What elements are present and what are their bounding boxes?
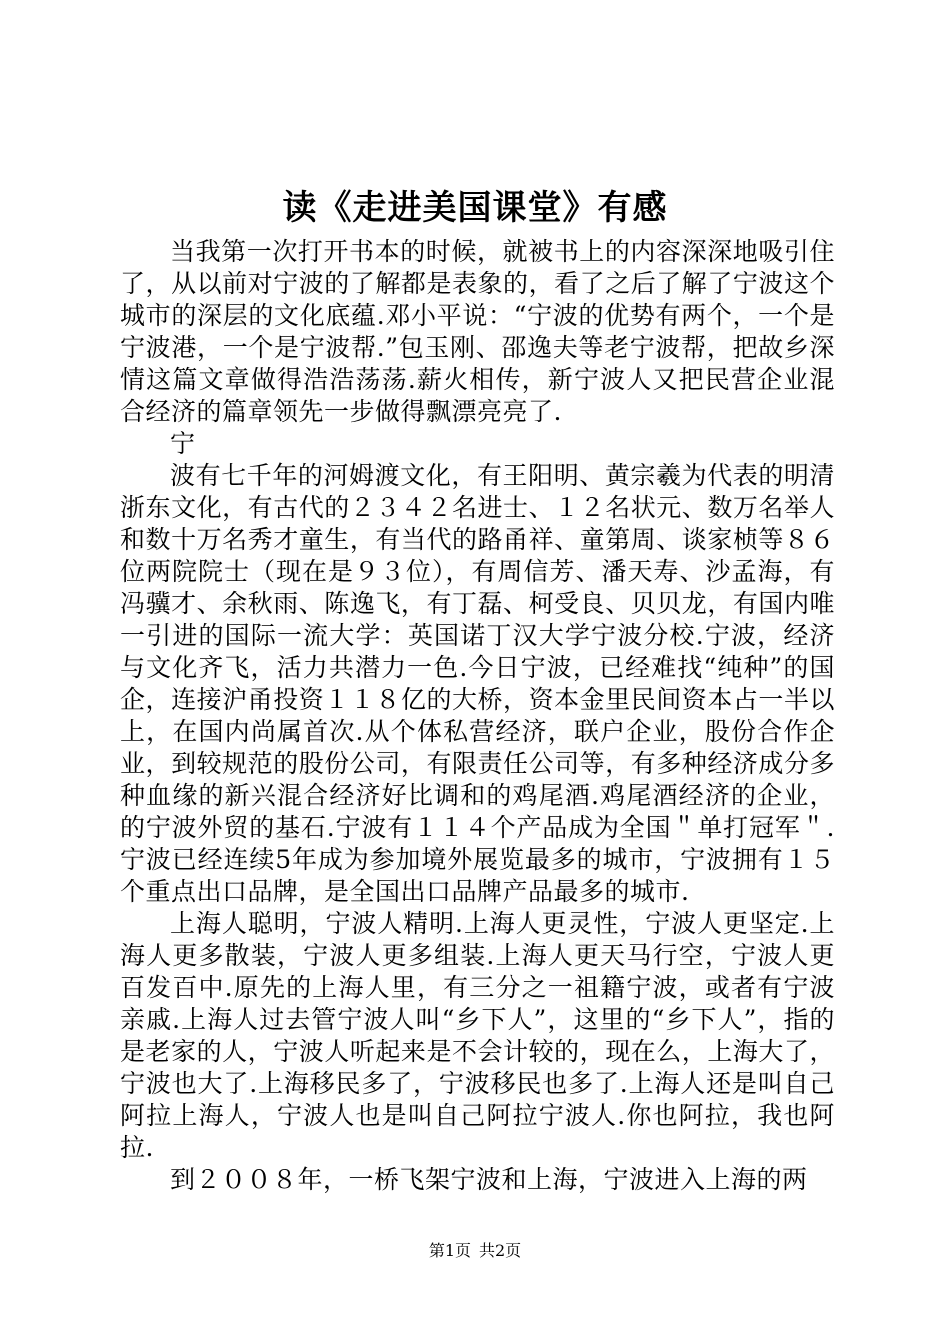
- page-footer: [0, 1240, 950, 1262]
- paragraph: 到２００８年，一桥飞架宁波和上海，宁波进入上海的两: [170, 1165, 808, 1194]
- document-title: 读《走进美国课堂》有感: [282, 188, 668, 228]
- document-body: [120, 236, 835, 1196]
- page-total: 共2页: [479, 1241, 522, 1260]
- paragraph: 当我第一次打开书本的时候，就被书上的内容深深地吸引住了，从以前对宁波的了解都是表象的，看了之后了解了宁波这个城市的深层的文化底蕴.邓小平说：“宁波的优势有两个，一个是宁波港，一个是宁波帮.”包玉刚、邵逸夫等老宁波帮，把故乡深情这篇文章做得浩浩荡荡.薪火相传，新宁波人又把民营企业混合经济的篇章领先一步做得飘漂亮亮了.: [120, 237, 835, 426]
- paragraph: 上海人聪明，宁波人精明.上海人更灵性，宁波人更坚定.上海人更多散装，宁波人更多组装.上海人更天马行空，宁波人更百发百中.原先的上海人里，有三分之一祖籍宁波，或者有宁波亲戚.上海人过去管宁波人叫“乡下人”，这里的“乡下人”，指的是老家的人，宁波人听起来是不会计较的，现在么，上海大了，宁波也大了.上海移民多了，宁波移民也多了.上海人还是叫自己阿拉上海人，宁波人也是叫自己阿拉宁波人.你也阿拉，我也阿拉.: [120, 909, 835, 1162]
- paragraph: 波有七千年的河姆渡文化，有王阳明、黄宗羲为代表的明清浙东文化，有古代的２３４２名进士、１２名状元、数万名举人和数十万名秀才童生，有当代的路甬祥、童第周、谈家桢等８６位两院院士（现在是９３位），有周信芳、潘天寿、沙孟海，有冯骥才、余秋雨、陈逸飞，有丁磊、柯受良、贝贝龙，有国内唯一引进的国际一流大学：英国诺丁汉大学宁波分校.宁波，经济与文化齐飞，活力共潜力一色.今日宁波，已经难找“纯种”的国企，连接沪甬投资１１８亿的大桥，资本金里民间资本占一半以上，在国内尚属首次.从个体私营经济，联户企业，股份合作企业，到较规范的股份公司，有限责任公司等，有多种经济成分多种血缘的新兴混合经济好比调和的鸡尾酒.鸡尾酒经济的企业，的宁波外贸的基石.宁波有１１４个产品成为全国＂单打冠军＂.宁波已经连续5年成为参加境外展览最多的城市，宁波拥有１５个重点出口品牌，是全国出口品牌产品最多的城市.: [120, 461, 835, 906]
- page-number: 第1页: [428, 1241, 471, 1260]
- paragraph: 宁: [170, 429, 196, 458]
